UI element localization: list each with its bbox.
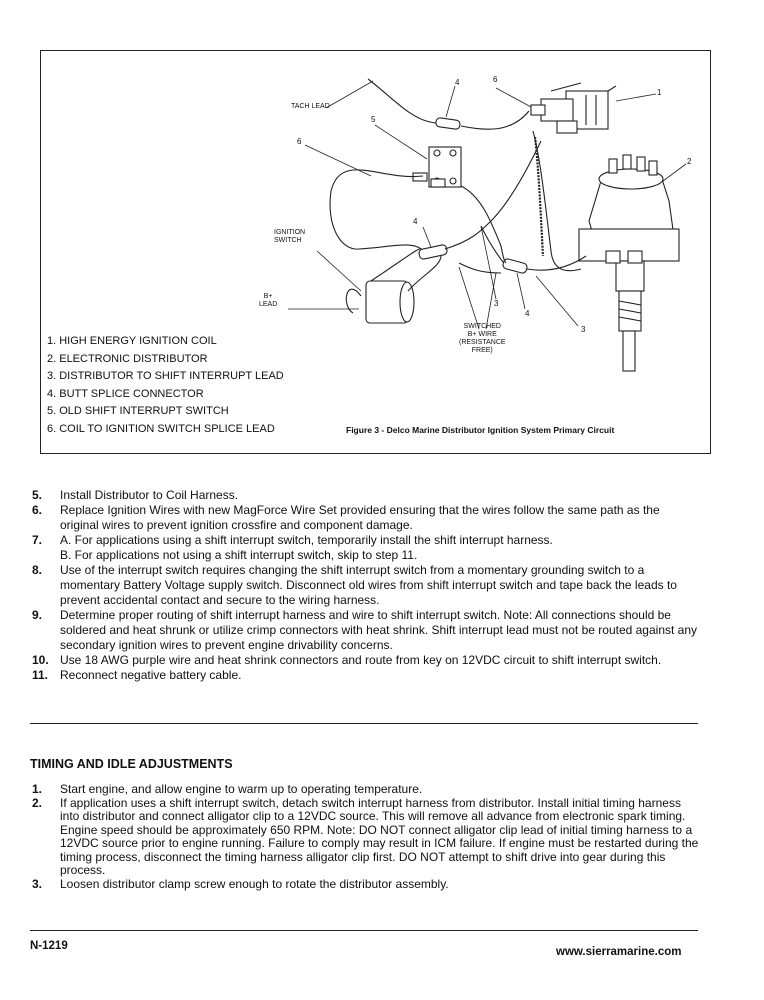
tach-lead-label: TACH LEAD [291, 103, 330, 110]
step-item [32, 878, 700, 892]
step-text: Install Distributor to Coil Harness. [60, 488, 239, 502]
step-number: 2. [32, 795, 43, 810]
section-title: TIMING AND IDLE ADJUSTMENTS [30, 757, 233, 771]
step-text: Start engine, and allow engine to warm up to operating temperature. [60, 782, 423, 796]
step-item [32, 797, 700, 878]
step-number: 6. [32, 503, 43, 517]
website-url: www.sierramarine.com [556, 946, 682, 958]
callout-6b: 6 [297, 137, 302, 146]
footer-divider [30, 930, 698, 931]
callout-6a: 6 [493, 75, 498, 84]
step-item [32, 783, 700, 797]
distributor-drawing [579, 155, 679, 371]
legend-item: 6. COIL TO IGNITION SWITCH SPLICE LEAD [47, 422, 275, 435]
step-number: 7. [32, 533, 43, 547]
callout-5: 5 [371, 115, 376, 124]
legend-item: 4. BUTT SPLICE CONNECTOR [47, 387, 204, 400]
document-code: N-1219 [30, 940, 68, 952]
callout-4a: 4 [455, 78, 460, 87]
section-divider [30, 723, 698, 724]
step-text: If application uses a shift interrupt switch, detach switch interrupt harness from distributor. Install initial timing harness into distributor and connect alligator clip to a 12VDC source. This will remove all advance from electronic spark timing. Engine speed should be approximately 650 RPM. Note: DO NOT connect alligator clip lead of initial timing harness to a 12VDC source prior to engine running. Failure to comply may result in ICM failure. If engine must be restarted during the timing process, disconnect the timing harness alligator clip first. DO NOT attempt to shift drive into gear during this process. [60, 795, 699, 877]
b-plus-lead-label: B+ LEAD [259, 293, 278, 308]
legend-item: 1. HIGH ENERGY IGNITION COIL [47, 335, 217, 347]
step-item [32, 563, 700, 608]
step-number: 5. [32, 488, 43, 502]
figure-caption: Figure 3 - Delco Marine Distributor Ignition System Primary Circuit [346, 425, 615, 435]
timing-steps [32, 783, 700, 891]
callout-1: 1 [657, 88, 662, 97]
callout-3b: 3 [581, 325, 586, 334]
step-number: 11. [32, 668, 49, 682]
legend-item: 3. DISTRIBUTOR TO SHIFT INTERRUPT LEAD [47, 370, 284, 382]
step-text: Determine proper routing of shift interrupt harness and wire to shift interrupt switch. Note: All connections should be soldered and heat shrunk or utilize crimp connectors with heat shrink. Shift interrupt lead must not be routed against any secondary ignition wires to prevent engine drivability concerns. [60, 608, 698, 652]
step-text: A. For applications using a shift interrupt switch, temporarily install the shift interrupt harness. [60, 533, 553, 547]
step-item [32, 608, 700, 653]
legend-item: 2. ELECTRONIC DISTRIBUTOR [47, 352, 208, 365]
figure-3-box [40, 50, 711, 454]
callout-2: 2 [687, 157, 692, 166]
step-item [32, 668, 700, 683]
callout-4b: 4 [413, 217, 418, 226]
step-text: Loosen distributor clamp screw enough to rotate the distributor assembly. [60, 876, 449, 891]
legend-item: 5. OLD SHIFT INTERRUPT SWITCH [47, 405, 229, 417]
step-item [32, 533, 700, 563]
step-number: 3. [32, 876, 43, 891]
ignition-coil-drawing [531, 83, 616, 133]
ignition-switch-label: IGNITION SWITCH [274, 229, 306, 244]
step-text: Reconnect negative battery cable. [60, 668, 242, 682]
step-text: Replace Ignition Wires with new MagForce Wire Set provided ensuring that the wires follow the same path as the original wires to prevent ignition crossfire and component damage. [60, 503, 660, 532]
step-subtext: B. For applications not using a shift interrupt switch, skip to step 11. [60, 548, 418, 562]
callout-4c: 4 [525, 309, 530, 318]
step-text: Use 18 AWG purple wire and heat shrink connectors and route from key on 12VDC circuit to shift interrupt switch. [60, 653, 662, 667]
figure-legend [47, 333, 284, 438]
step-number: 1. [32, 782, 43, 796]
installation-steps [32, 488, 700, 683]
step-item [32, 488, 700, 503]
shift-switch-drawing [413, 147, 461, 187]
step-number: 9. [32, 608, 43, 622]
step-number: 10. [32, 653, 49, 667]
switched-wire-label: SWITCHED B+ WIRE (RESISTANCE FREE) [459, 323, 506, 354]
step-number: 8. [32, 563, 43, 577]
step-item [32, 653, 700, 668]
step-text: Use of the interrupt switch requires changing the shift interrupt switch from a momentary grounding switch to a momentary Battery Voltage supply switch. Disconnect old wires from shift interrupt switch and tape back the leads to prevent accidental contact and secure to the wiring harness. [60, 563, 677, 607]
step-item [32, 503, 700, 533]
callout-3a: 3 [494, 299, 499, 308]
